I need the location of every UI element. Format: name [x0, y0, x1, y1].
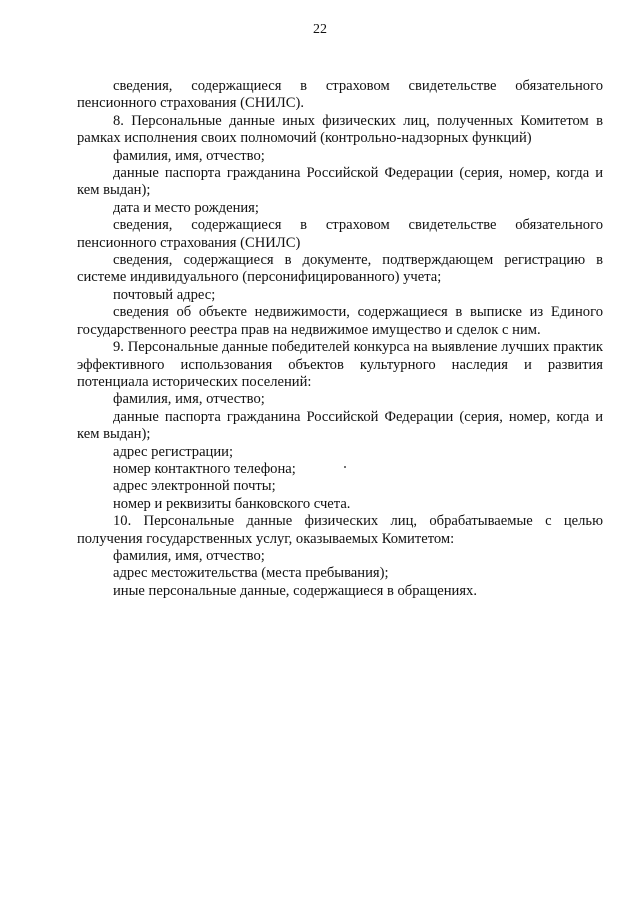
- list-item-snils: сведения, содержащиеся в страховом свидетельстве обязательного пенсионного страхования (СНИЛС): [77, 217, 603, 251]
- list-item-fio: фамилия, имя, отчество;: [113, 547, 265, 564]
- list-item-passport: данные паспорта гражданина Российской Федерации (серия, номер, когда и кем выдан);: [77, 165, 603, 199]
- list-item-other-data: иные персональные данные, содержащиеся в обращениях.: [113, 582, 477, 599]
- list-item-fio: фамилия, имя, отчество;: [113, 147, 265, 164]
- list-item-fio: фамилия, имя, отчество;: [113, 391, 265, 408]
- list-item-real-estate: сведения об объекте недвижимости, содержащиеся в выписке из Единого государственного реестра прав на недвижимое имущество и сделок с ним.: [77, 304, 603, 338]
- section-8-heading: 8. Персональные данные иных физических лиц, полученных Комитетом в рамках исполнения своих полномочий (контрольно-надзорных функций): [77, 112, 603, 147]
- list-item-phone: номер контактного телефона;: [113, 460, 296, 477]
- list-item-bank-account: номер и реквизиты банковского счета.: [113, 495, 351, 512]
- list-item-passport: данные паспорта гражданина Российской Федерации (серия, номер, когда и кем выдан);: [77, 408, 603, 443]
- document-body: [77, 78, 603, 600]
- section-10-heading: 10. Персональные данные физических лиц, обрабатываемые с целью получения государственных услуг, оказываемых Комитетом:: [77, 513, 603, 547]
- list-item-registration-address: адрес регистрации;: [113, 443, 234, 460]
- list-item-residence-address: адрес местожительства (места пребывания);: [113, 565, 389, 582]
- list-item-postal-address: почтовый адрес;: [113, 286, 216, 303]
- paragraph-snils-1: сведения, содержащиеся в страховом свидетельстве обязательного пенсионного страхования (СНИЛС).: [77, 78, 603, 112]
- list-item-email: адрес электронной почты;: [113, 478, 276, 495]
- list-item-birth: дата и место рождения;: [113, 199, 259, 216]
- section-9-heading: 9. Персональные данные победителей конкурса на выявление лучших практик эффективного использования объектов культурного наследия и развития потенциала исторических поселений:: [77, 339, 603, 390]
- scan-speck: [344, 466, 346, 468]
- list-item-registration-doc: сведения, содержащиеся в документе, подтверждающем регистрацию в системе индивидуального (персонифицированного) учета;: [77, 252, 603, 286]
- page-number: 22: [313, 22, 327, 37]
